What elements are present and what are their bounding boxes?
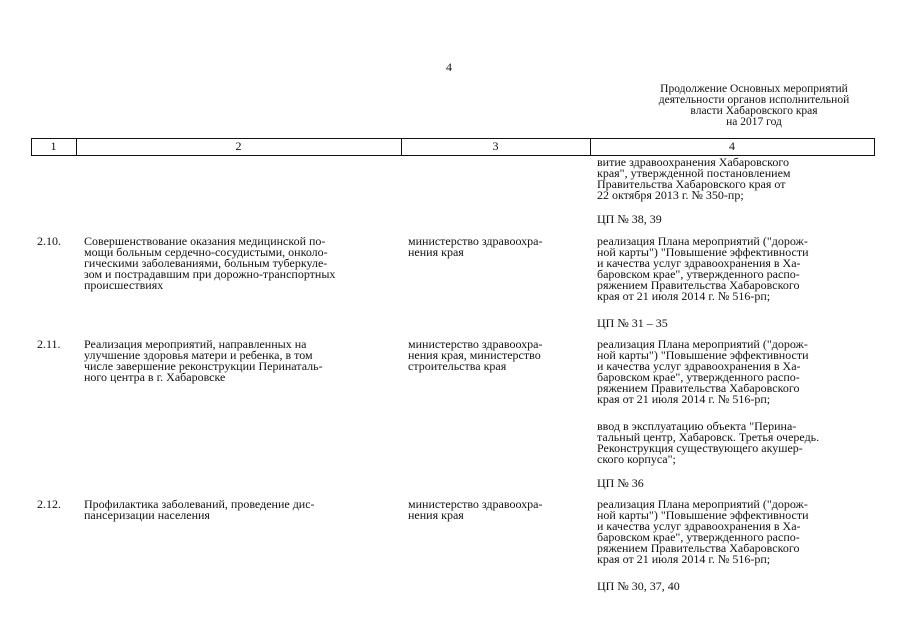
text-line: края", утвержденной постановлением — [597, 166, 791, 180]
text-line: баровском крае", утвержденного распо- — [597, 370, 800, 384]
text-line: Профилактика заболеваний, проведение дис- — [84, 497, 315, 511]
text-line: ряжением Правительства Хабаровского — [597, 381, 800, 395]
column-header-2: 2 — [235, 139, 242, 153]
text-line: края от 21 июля 2014 г. № 516-рп; — [597, 289, 771, 303]
row-ref: ЦП № 31 – 35 — [597, 316, 668, 330]
text-line: витие здравоохранения Хабаровского — [597, 155, 789, 169]
text-line: нения края — [408, 245, 464, 259]
row-activity — [84, 339, 323, 383]
text-line: края от 21 июля 2014 г. № 516-рп; — [597, 552, 771, 566]
text-line: Правительства Хабаровского края от — [597, 177, 786, 191]
text-line: ряжением Правительства Хабаровского — [597, 541, 800, 555]
table-border-right — [874, 138, 875, 156]
continuation-ref: ЦП № 38, 39 — [597, 212, 662, 226]
text-line: гическими заболеваниями, больным туберкуле- — [84, 256, 328, 270]
header-note-line: на 2017 год — [726, 116, 782, 128]
text-line: 22 октября 2013 г. № 350-пр; — [597, 188, 744, 202]
text-line: и качества услуг здравоохранения в Ха- — [597, 359, 801, 373]
text-line: баровском крае", утвержденного распо- — [597, 267, 800, 281]
text-line: ной карты") "Повышение эффективности — [597, 508, 809, 522]
row-ref: ЦП № 36 — [597, 476, 644, 490]
text-line: реализация Плана мероприятий ("дорож- — [597, 337, 808, 351]
text-line: реализация Плана мероприятий ("дорож- — [597, 497, 808, 511]
header-note-line: власти Хабаровского края — [690, 105, 818, 117]
row-responsible — [408, 339, 542, 372]
header-note-line: Продолжение Основных мероприятий — [660, 83, 848, 95]
column-header-4: 4 — [729, 139, 735, 153]
text-line: нения края, министерство — [408, 348, 541, 362]
text-line: и качества услуг здравоохранения в Ха- — [597, 256, 801, 270]
text-line: числе завершение реконструкции Перинаталь- — [84, 359, 323, 373]
text-line: ряжением Правительства Хабаровского — [597, 278, 800, 292]
text-line: Реконструкция существующего акушер- — [597, 441, 803, 455]
row-number: 2.11. — [37, 337, 61, 351]
text-line: ного центра в г. Хабаровске — [84, 370, 226, 384]
row-activity — [84, 499, 315, 521]
page-number: 4 — [446, 60, 452, 74]
text-line: строительства края — [408, 359, 507, 373]
row-ref: ЦП № 30, 37, 40 — [597, 579, 680, 593]
row-activity — [84, 236, 335, 291]
text-line: и качества услуг здравоохранения в Ха- — [597, 519, 801, 533]
row-basis-extra — [597, 421, 819, 465]
text-line: улучшение здоровья матери и ребенка, в том — [84, 348, 313, 362]
text-line: пансеризации населения — [84, 508, 210, 522]
row-responsible — [408, 236, 542, 258]
row-basis — [597, 499, 809, 565]
row-basis — [597, 236, 809, 302]
row-basis — [597, 339, 809, 405]
column-header-1: 1 — [50, 139, 57, 153]
text-line: зом и пострадавшим при дорожно-транспортных — [84, 267, 336, 281]
text-line: Совершенствование оказания медицинской по- — [84, 234, 326, 248]
text-line: тальный центр, Хабаровск. Третья очередь. — [597, 430, 820, 444]
text-line: министерство здравоохра- — [408, 337, 543, 351]
text-line: министерство здравоохра- — [408, 234, 543, 248]
text-line: происшествиях — [84, 278, 164, 292]
header-note — [634, 84, 874, 128]
text-line: реализация Плана мероприятий ("дорож- — [597, 234, 808, 248]
text-line: ной карты") "Повышение эффективности — [597, 348, 809, 362]
text-line: баровском крае", утвержденного распо- — [597, 530, 800, 544]
text-line: края от 21 июля 2014 г. № 516-рп; — [597, 392, 771, 406]
text-line: ввод в эксплуатацию объекта "Перина- — [597, 419, 797, 433]
row-responsible — [408, 499, 542, 521]
header-note-line: деятельности органов исполнительной — [658, 94, 850, 106]
continuation-basis — [597, 157, 791, 201]
row-number: 2.10. — [37, 234, 61, 248]
row-number: 2.12. — [37, 497, 61, 511]
text-line: ского корпуса"; — [597, 452, 676, 466]
text-line: мощи больным сердечно-сосудистыми, онколо- — [84, 245, 328, 259]
text-line: нения края — [408, 508, 464, 522]
column-header-3: 3 — [492, 139, 499, 153]
text-line: ной карты") "Повышение эффективности — [597, 245, 809, 259]
text-line: министерство здравоохра- — [408, 497, 543, 511]
text-line: Реализация мероприятий, направленных на — [84, 337, 307, 351]
